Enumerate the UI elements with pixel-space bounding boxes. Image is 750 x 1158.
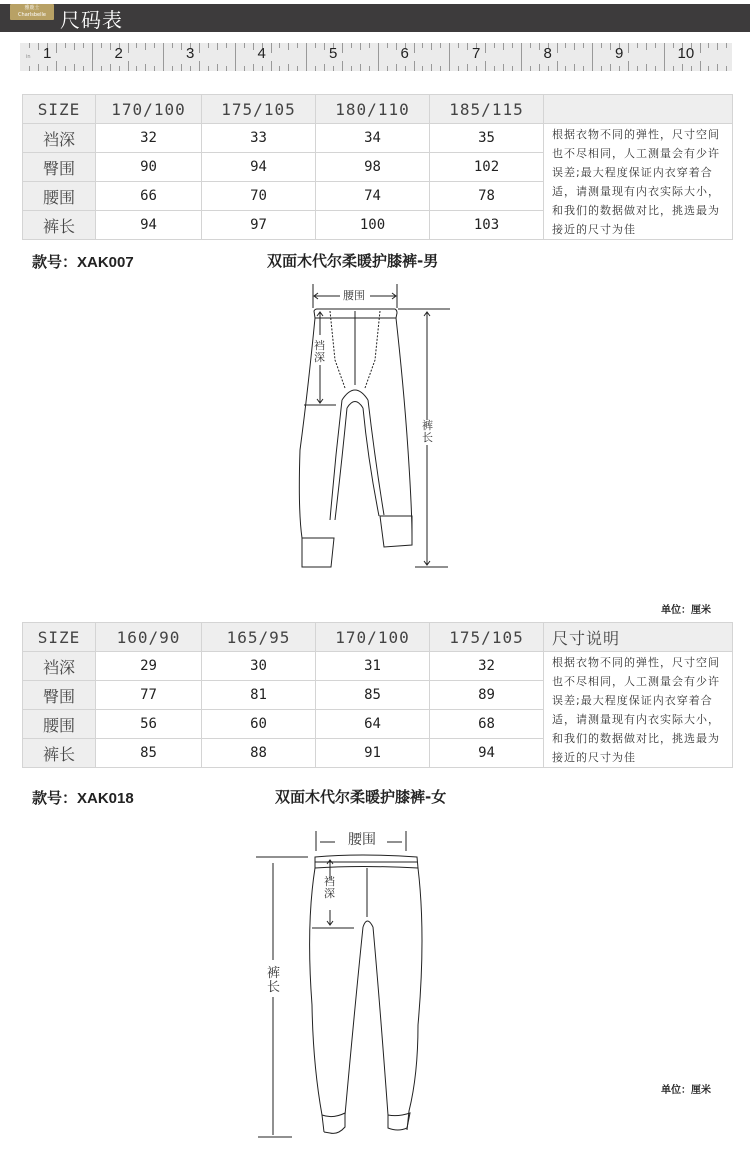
ruler-tick (288, 64, 289, 71)
ruler-tick (101, 43, 102, 48)
logo-line1: 雅鹿士 (24, 5, 40, 11)
ruler-tick (369, 43, 370, 48)
ruler-tick (521, 43, 522, 71)
ruler-tick (163, 43, 164, 71)
table-cell: 85 (96, 739, 202, 768)
ruler-tick (467, 64, 468, 71)
ruler-tick (431, 43, 432, 50)
ruler-tick (557, 61, 558, 71)
men-unit-label: 单位：厘米 (661, 605, 711, 616)
ruler-tick (512, 43, 513, 48)
row-label: 裤长 (23, 739, 96, 768)
ruler-tick (217, 64, 218, 71)
ruler-number: 4 (257, 45, 266, 62)
table-cell: 100 (316, 211, 430, 240)
ruler-tick (56, 61, 57, 71)
ruler-tick (56, 43, 57, 53)
ruler-tick (503, 43, 504, 50)
men-style-name: 双面木代尔柔暖护膝裤-男 (267, 252, 439, 270)
ruler-tick (646, 64, 647, 71)
ruler-tick (262, 66, 263, 71)
ruler-tick (279, 43, 280, 48)
ruler-tick (610, 43, 611, 50)
header-cell: 180/110 (316, 95, 430, 124)
ruler-tick (405, 66, 406, 71)
ruler-tick (145, 43, 146, 50)
ruler-number: 10 (677, 45, 695, 62)
ruler-tick (271, 61, 272, 71)
ruler-tick (601, 66, 602, 71)
table-cell: 56 (96, 710, 202, 739)
ruler-tick (74, 64, 75, 71)
men-size-table (22, 94, 733, 240)
ruler-tick (253, 43, 254, 50)
header-cell: 165/95 (202, 623, 316, 652)
women-style-code: 款号：XAK018 (32, 790, 134, 807)
ruler-tick (503, 64, 504, 71)
ruler-unit-label: in (26, 54, 31, 60)
ruler-tick (485, 43, 486, 53)
table-cell: 33 (202, 124, 316, 153)
ruler-tick (726, 43, 727, 48)
ruler-tick (700, 61, 701, 71)
table-cell: 60 (202, 710, 316, 739)
ruler-tick (128, 43, 129, 53)
ruler-tick (574, 64, 575, 71)
table-cell: 66 (96, 182, 202, 211)
ruler-tick (565, 66, 566, 71)
ruler-tick (333, 66, 334, 71)
ruler-tick (619, 66, 620, 71)
ruler-tick (145, 64, 146, 71)
header-cell: 185/115 (430, 95, 544, 124)
men-style-code: 款号：XAK007 (32, 254, 134, 271)
table-cell: 64 (316, 710, 430, 739)
table-cell: 103 (430, 211, 544, 240)
ruler-tick (530, 66, 531, 71)
table-header-row (23, 95, 733, 124)
page-title: 尺码表 (60, 8, 123, 32)
ruler-tick (190, 66, 191, 71)
ruler-number: 2 (114, 45, 123, 62)
table-cell: 30 (202, 652, 316, 681)
table-cell: 90 (96, 153, 202, 182)
ruler-tick (279, 66, 280, 71)
women-unit-label: 单位：厘米 (661, 1085, 711, 1096)
ruler-tick (628, 61, 629, 71)
ruler-tick (458, 66, 459, 71)
header-cell: 160/90 (96, 623, 202, 652)
women-length-label: 裤长 (267, 966, 281, 995)
ruler-tick (253, 64, 254, 71)
row-label: 腰围 (23, 710, 96, 739)
row-label: 臀围 (23, 681, 96, 710)
table-cell: 81 (202, 681, 316, 710)
men-length-label: 裤长 (422, 419, 433, 444)
ruler-tick (208, 66, 209, 71)
ruler-tick (136, 43, 137, 48)
ruler-tick (673, 66, 674, 71)
ruler-tick (199, 61, 200, 71)
ruler-tick (691, 66, 692, 71)
ruler-tick (226, 43, 227, 48)
ruler-tick (548, 66, 549, 71)
ruler-tick (539, 43, 540, 50)
header-cell (544, 95, 733, 124)
table-cell: 94 (96, 211, 202, 240)
ruler-tick (306, 43, 307, 71)
ruler-tick (708, 43, 709, 48)
table-cell: 32 (96, 124, 202, 153)
ruler-tick (65, 43, 66, 48)
ruler-tick (101, 66, 102, 71)
ruler-tick (38, 43, 39, 50)
row-label: 腰围 (23, 182, 96, 211)
table-cell: 68 (430, 710, 544, 739)
ruler-tick (244, 43, 245, 48)
ruler-tick (271, 43, 272, 53)
ruler-tick (74, 43, 75, 50)
ruler-tick (530, 43, 531, 48)
ruler-tick (324, 64, 325, 71)
table-cell: 31 (316, 652, 430, 681)
header-cell: SIZE (23, 623, 96, 652)
ruler-tick (449, 43, 450, 71)
table-cell: 94 (202, 153, 316, 182)
ruler-tick (360, 64, 361, 71)
table-cell: 74 (316, 182, 430, 211)
ruler-tick (485, 61, 486, 71)
men-waist-label: 腰围 (343, 289, 365, 302)
ruler-tick (128, 61, 129, 71)
ruler-tick (324, 43, 325, 50)
ruler-tick (83, 43, 84, 48)
ruler-tick (726, 66, 727, 71)
ruler-tick (476, 66, 477, 71)
table-cell: 78 (430, 182, 544, 211)
ruler-number: 1 (43, 45, 52, 62)
ruler-tick (646, 43, 647, 50)
ruler-tick (47, 66, 48, 71)
ruler-tick (673, 43, 674, 48)
ruler-tick (172, 43, 173, 48)
ruler-tick (422, 66, 423, 71)
ruler-tick (315, 43, 316, 48)
ruler-tick (288, 43, 289, 50)
brand-logo (10, 4, 54, 20)
ruler-tick (378, 43, 379, 71)
ruler-tick (38, 64, 39, 71)
ruler-tick (664, 43, 665, 71)
ruler-number: 3 (186, 45, 195, 62)
ruler-tick (83, 66, 84, 71)
header-cell: 170/100 (316, 623, 430, 652)
size-note: 根据衣物不同的弹性，尺寸空间也不尽相同，人工测量会有少许误差;最大程度保证内衣穿着合适，请测量现有内衣实际大小，和我们的数据做对比，挑选最为接近的尺寸为佳 (544, 124, 733, 240)
table-row (23, 652, 733, 681)
table-header-row (23, 623, 733, 652)
ruler-tick (369, 66, 370, 71)
ruler-tick (360, 43, 361, 50)
ruler-tick (351, 43, 352, 48)
ruler-tick (181, 43, 182, 50)
ruler-tick (244, 66, 245, 71)
table-cell: 89 (430, 681, 544, 710)
ruler-tick (637, 66, 638, 71)
header-cell: 175/105 (202, 95, 316, 124)
women-rise-label: 裆深 (324, 875, 335, 900)
ruler-tick (655, 43, 656, 48)
ruler-tick (208, 43, 209, 48)
ruler-tick (119, 66, 120, 71)
ruler-tick (610, 64, 611, 71)
row-label: 裆深 (23, 652, 96, 681)
ruler-tick (342, 61, 343, 71)
header-bar (0, 4, 750, 32)
ruler-tick (29, 66, 30, 71)
ruler-tick (708, 66, 709, 71)
ruler-tick (396, 43, 397, 50)
table-cell: 102 (430, 153, 544, 182)
table-cell: 34 (316, 124, 430, 153)
ruler-tick (440, 43, 441, 48)
ruler-tick (539, 64, 540, 71)
ruler-tick (655, 66, 656, 71)
ruler-tick (199, 43, 200, 53)
women-waist-label: 腰围 (348, 832, 376, 848)
ruler-tick (440, 66, 441, 71)
ruler-tick (226, 66, 227, 71)
ruler-tick (387, 43, 388, 48)
ruler-tick (414, 61, 415, 71)
ruler-tick (387, 66, 388, 71)
ruler-tick (592, 43, 593, 71)
table-cell: 98 (316, 153, 430, 182)
ruler-number: 9 (615, 45, 624, 62)
ruler-tick (154, 66, 155, 71)
header-cell: SIZE (23, 95, 96, 124)
measuring-ruler (20, 43, 732, 71)
ruler-tick (297, 43, 298, 48)
ruler-tick (181, 64, 182, 71)
table-cell: 77 (96, 681, 202, 710)
table-cell: 85 (316, 681, 430, 710)
ruler-tick (494, 66, 495, 71)
ruler-tick (601, 43, 602, 48)
table-cell: 70 (202, 182, 316, 211)
ruler-tick (512, 66, 513, 71)
ruler-tick (235, 43, 236, 71)
ruler-tick (637, 43, 638, 48)
ruler-tick (315, 66, 316, 71)
ruler-tick (628, 43, 629, 53)
ruler-tick (574, 43, 575, 50)
header-cell: 170/100 (96, 95, 202, 124)
ruler-tick (557, 43, 558, 53)
ruler-tick (431, 64, 432, 71)
ruler-tick (172, 66, 173, 71)
table-cell: 97 (202, 211, 316, 240)
ruler-tick (565, 43, 566, 48)
ruler-tick (583, 66, 584, 71)
ruler-tick (65, 66, 66, 71)
header-cell: 尺寸说明 (544, 623, 733, 652)
table-cell: 29 (96, 652, 202, 681)
ruler-number: 5 (329, 45, 338, 62)
ruler-tick (494, 43, 495, 48)
size-note: 根据衣物不同的弹性，尺寸空间也不尽相同，人工测量会有少许误差;最大程度保证内衣穿着合适，请测量现有内衣实际大小，和我们的数据做对比，挑选最为接近的尺寸为佳 (544, 652, 733, 768)
row-label: 裤长 (23, 211, 96, 240)
men-rise-label: 裆深 (314, 339, 325, 364)
table-cell: 88 (202, 739, 316, 768)
ruler-tick (342, 43, 343, 53)
table-cell: 94 (430, 739, 544, 768)
header-cell: 175/105 (430, 623, 544, 652)
ruler-tick (414, 43, 415, 53)
ruler-tick (700, 43, 701, 53)
table-cell: 35 (430, 124, 544, 153)
ruler-tick (217, 43, 218, 50)
logo-line2: Charlsbelle (18, 12, 46, 18)
ruler-tick (717, 43, 718, 50)
ruler-tick (154, 43, 155, 48)
ruler-tick (29, 43, 30, 48)
ruler-tick (422, 43, 423, 48)
table-cell: 32 (430, 652, 544, 681)
ruler-tick (467, 43, 468, 50)
row-label: 臀围 (23, 153, 96, 182)
ruler-tick (136, 66, 137, 71)
ruler-tick (396, 64, 397, 71)
ruler-tick (297, 66, 298, 71)
ruler-tick (110, 43, 111, 50)
ruler-tick (351, 66, 352, 71)
women-size-table (22, 622, 733, 768)
men-pants-diagram (290, 280, 460, 580)
ruler-tick (717, 64, 718, 71)
ruler-tick (92, 43, 93, 71)
row-label: 裆深 (23, 124, 96, 153)
ruler-tick (682, 64, 683, 71)
women-style-name: 双面木代尔柔暖护膝裤-女 (275, 788, 447, 806)
ruler-tick (110, 64, 111, 71)
ruler-number: 6 (400, 45, 409, 62)
table-cell: 91 (316, 739, 430, 768)
ruler-tick (583, 43, 584, 48)
table-row (23, 124, 733, 153)
ruler-number: 8 (543, 45, 552, 62)
ruler-tick (458, 43, 459, 48)
ruler-number: 7 (472, 45, 481, 62)
